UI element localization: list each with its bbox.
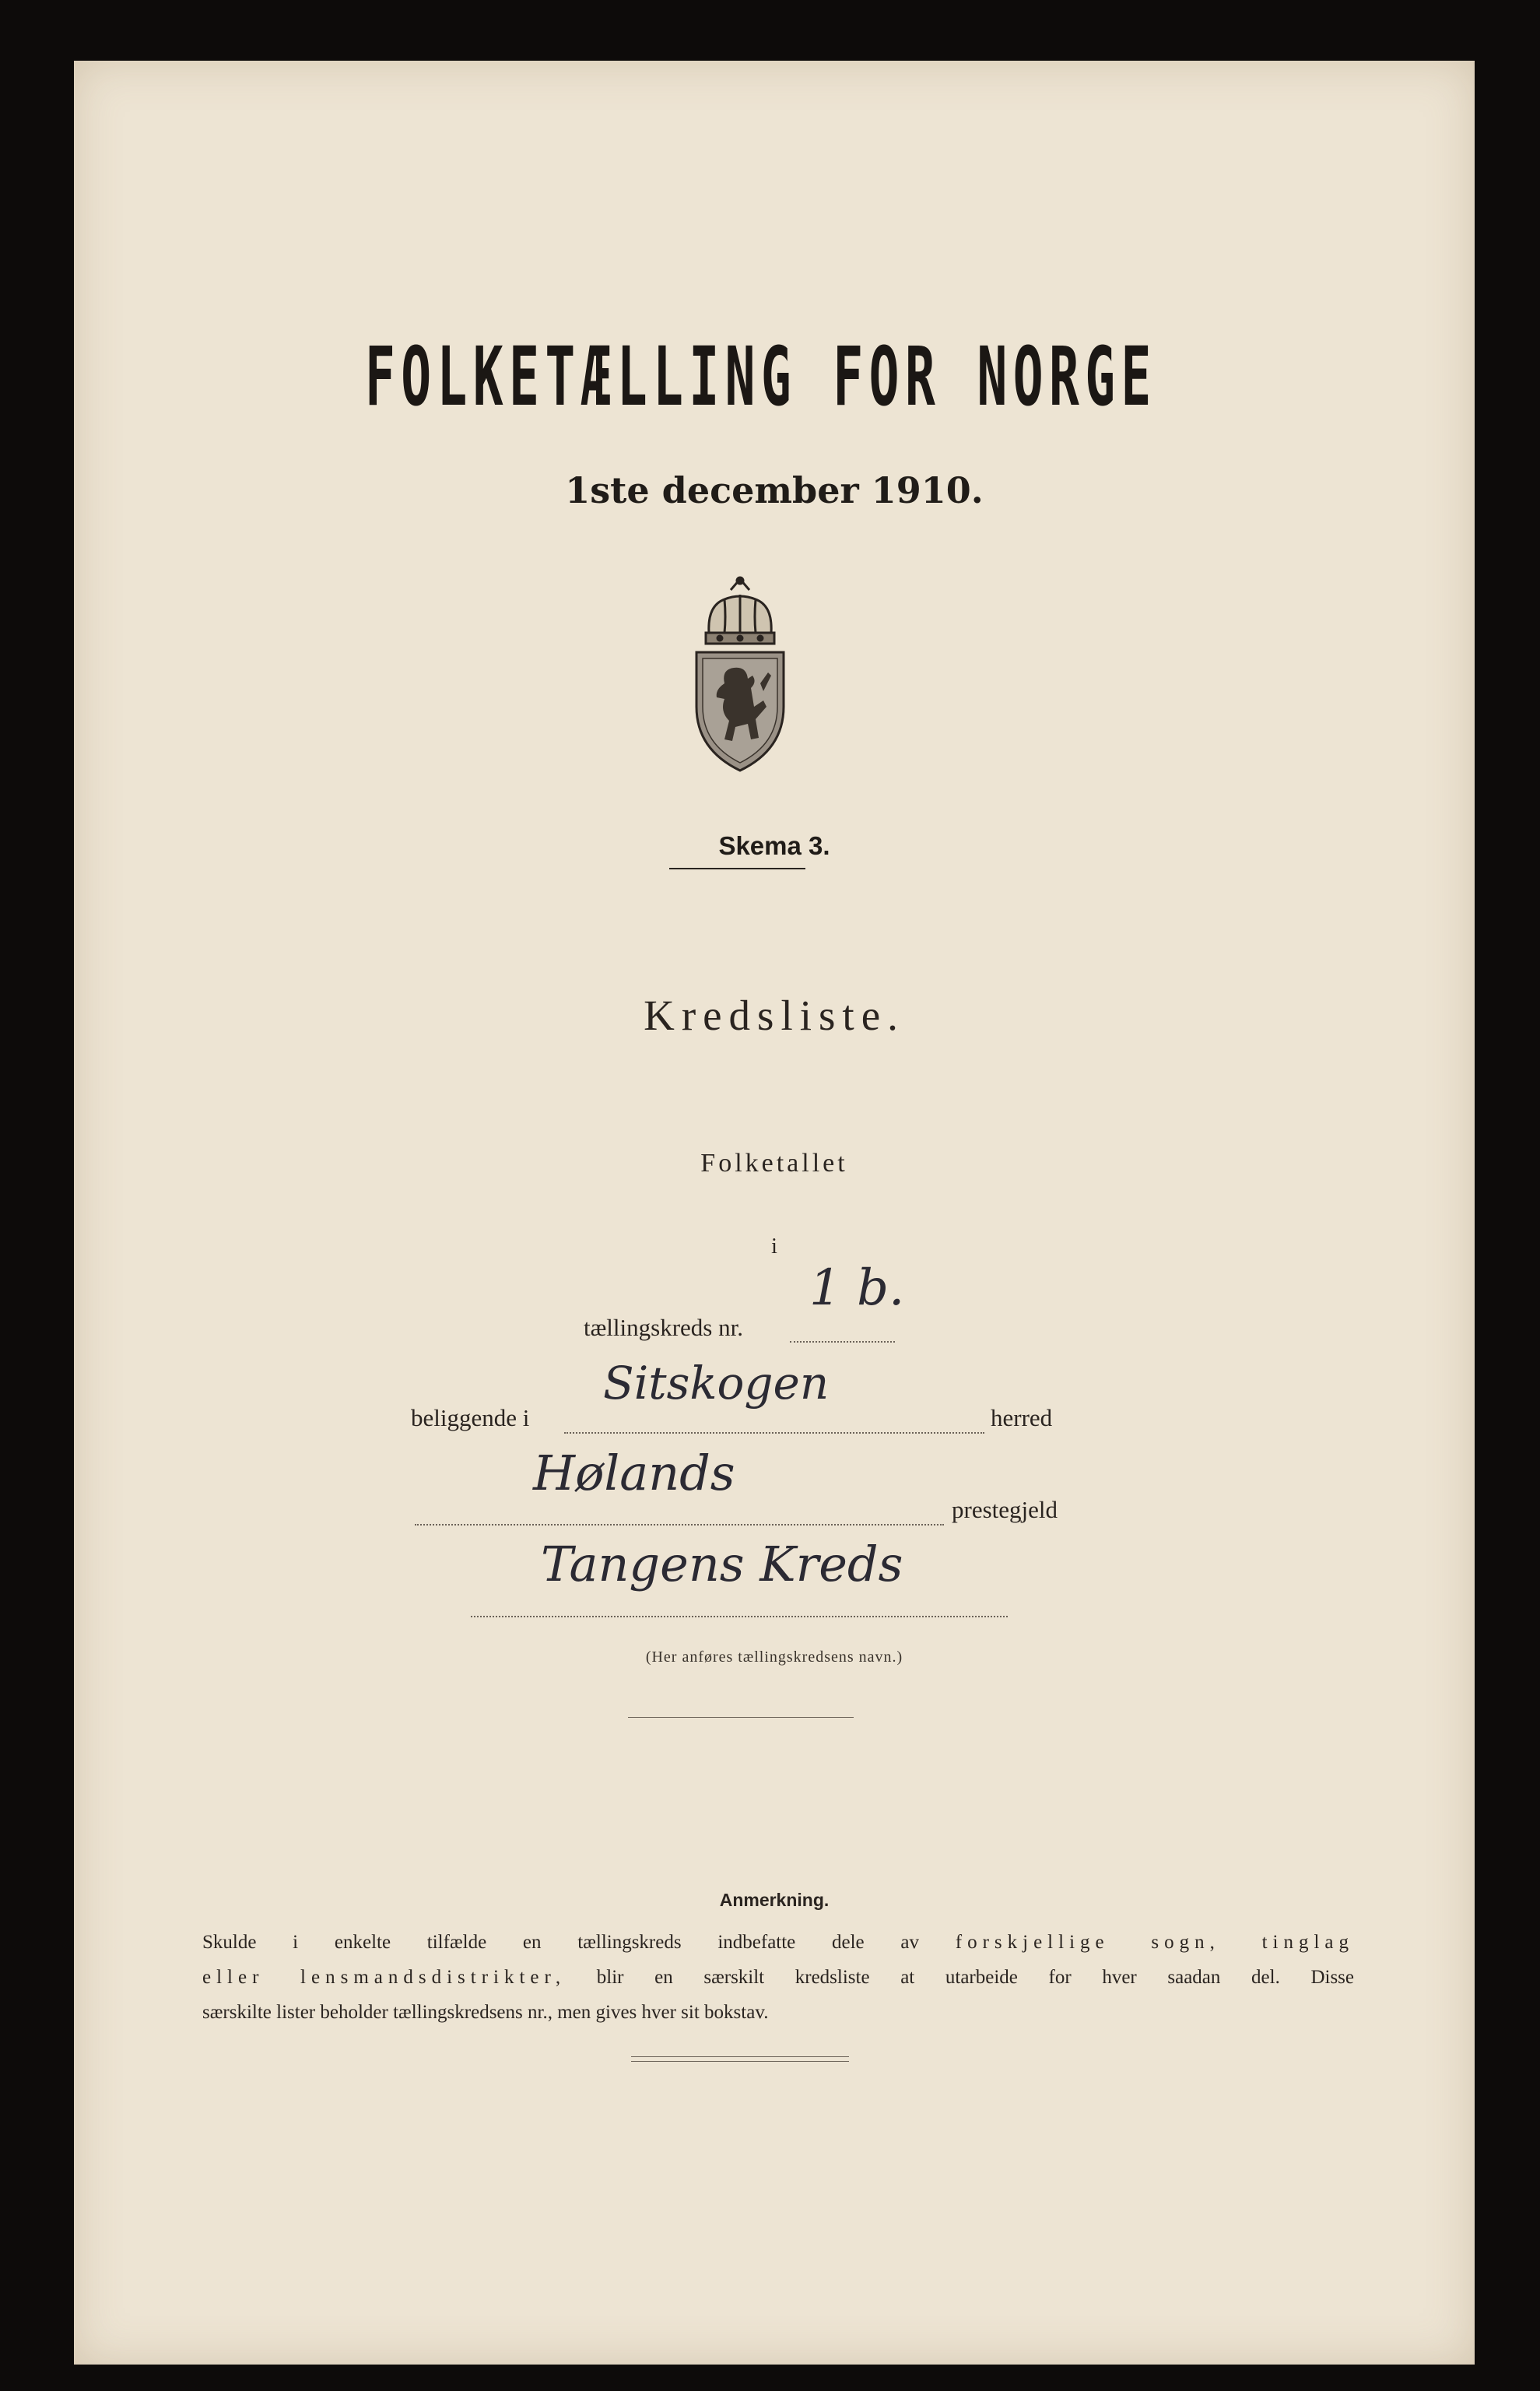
remark-title: Anmerkning. (719, 1890, 830, 1910)
circuit-name-note: (Her anføres tællingskredsens navn.) (645, 1648, 903, 1666)
parish-handwritten: Hølands (533, 1445, 735, 1501)
municipality-handwritten: Sitskogen (603, 1357, 830, 1410)
parish-label: prestegjeld (952, 1496, 1058, 1523)
schema-number: Skema 3. (718, 831, 830, 860)
remark-body (202, 1925, 1354, 2030)
remark-line-2-part-b: blir en særskilt kredsliste at utarbeide for hver saadan del. Disse (596, 1967, 1355, 1988)
preposition-i: i (771, 1234, 777, 1259)
herred-label: herred (991, 1404, 1053, 1431)
divider-rule (628, 1717, 854, 1718)
parish-line (415, 1524, 944, 1526)
located-in-line (564, 1432, 984, 1434)
remark-line-1 (202, 1925, 1354, 1960)
schema-underline (669, 868, 805, 869)
district-number-handwritten: 1 b. (809, 1259, 905, 1317)
document-title: FOLKETÆLLING FOR NORGE (365, 329, 1157, 424)
remark-line-1-part-a: Skulde i enkelte tilfælde en tællingskreds indbefatte dele av (202, 1932, 919, 1953)
form-subheading: Folketallet (700, 1149, 848, 1178)
double-rule-bottom (631, 2061, 849, 2062)
district-number-line (790, 1341, 895, 1343)
remark-line-3: særskilte lister beholder tællingskredsens nr., men gives hver sit bokstav. (202, 2002, 769, 2023)
census-form-page (74, 61, 1475, 2365)
circuit-name-handwritten: Tangens Kreds (541, 1536, 903, 1592)
remark-line-2 (202, 1960, 1354, 1995)
remark-line-2-part-a: eller lensmandsdistrikter, (202, 1967, 567, 1988)
double-rule-top (631, 2056, 849, 2057)
form-heading: Kredsliste. (644, 992, 905, 1039)
norwegian-coat-of-arms-icon (686, 574, 795, 777)
circuit-name-line (471, 1616, 1008, 1617)
located-in-label: beliggende i (411, 1404, 530, 1431)
district-number-label: tællingskreds nr. (584, 1314, 743, 1341)
remark-line-1-part-b: forskjellige sogn, tinglag (955, 1932, 1354, 1953)
census-date: 1ste december 1910. (565, 469, 984, 511)
